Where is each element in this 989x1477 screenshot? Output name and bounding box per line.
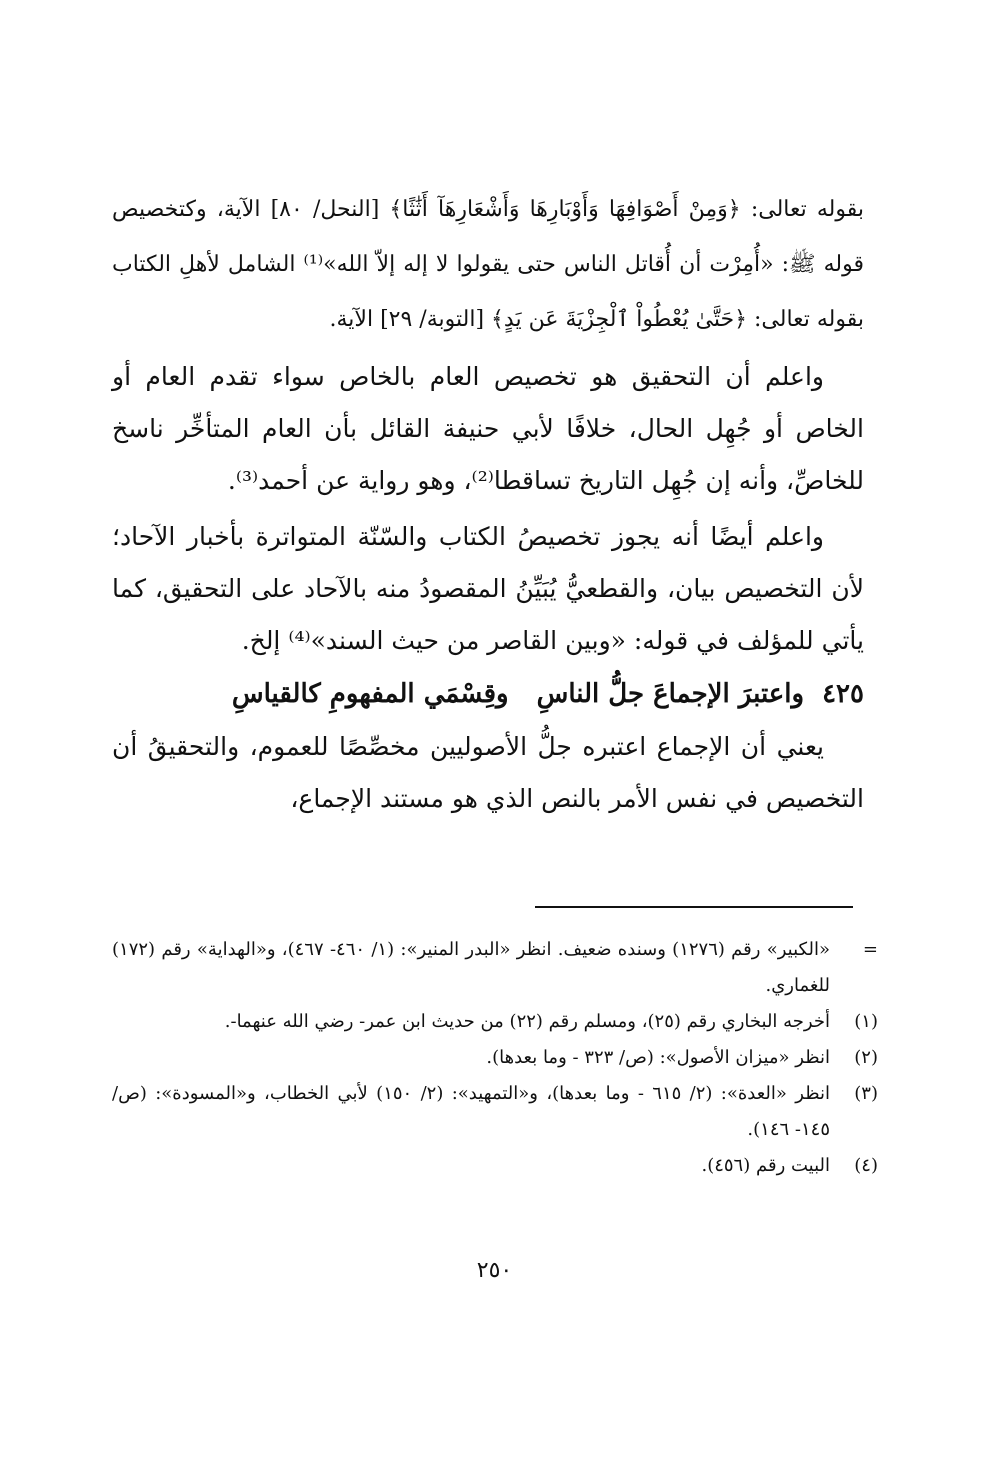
footnote-mark: (١): [854, 1011, 878, 1032]
verse-number: ٤٢٥: [822, 679, 864, 709]
verse-line: [112, 667, 864, 721]
commentary-paragraph: يعني أن الإجماع اعتبره جلُّ الأصوليين مخصِّصًا للعموم، والتحقيقُ أن التخصيص في نفس الأمر بالنص الذي هو مستند الإجماع،: [112, 732, 864, 813]
paragraph-1: بقوله تعالى: ﴿وَمِنْ أَصْوَافِهَا وَأَوْبَارِهَا وَأَشْعَارِهَآ أَثَٰثًا﴾ [النحل/ ٨٠] الآية، وكتخصيص قوله ﷺ: «أُمِرْت أن أُقاتل الناس حتى يقولوا لا إله إلاّ الله»⁽¹⁾ الشامل لأهلِ الكتاب بقوله تعالى: ﴿حَتَّىٰ يُعْطُواْ ٱلْجِزْيَةَ عَن يَدٍ﴾ [التوبة/ ٢٩] الآية.: [112, 197, 864, 332]
footnote-text: أخرجه البخاري رقم (٢٥)، ومسلم رقم (٢٢) من حديث ابن عمر- رضي الله عنهما-.: [224, 1011, 830, 1032]
verse-hemistich-1: واعتبرَ الإجماعَ جلُّ الناسِ: [536, 679, 805, 709]
footnote-mark: =: [862, 939, 878, 960]
footnote-text: «الكبير» رقم (١٢٧٦) وسنده ضعيف. انظر «البدر المنير»: (١/ ٤٦٠- ٤٦٧)، و«الهداية» رقم (١٧٢) للغماري.: [112, 939, 830, 996]
page-number: ٢٥٠: [476, 1258, 513, 1283]
paragraph-2: واعلم أن التحقيق هو تخصيص العام بالخاص سواء تقدم العام أو الخاص أو جُهِل الحال، خلافًا لأبي حنيفة القائل بأن العام المتأخِّر ناسخ للخاصِّ، وأنه إن جُهِل التاريخ تساقطا⁽²⁾، وهو رواية عن أحمد⁽³⁾.: [112, 362, 864, 495]
footnote: [112, 1148, 878, 1184]
footnote: [112, 1040, 878, 1076]
main-text: [112, 182, 864, 825]
footnote-mark: (٤): [854, 1155, 878, 1176]
footnote: [112, 932, 878, 1004]
footnote-mark: (٣): [854, 1083, 878, 1104]
footnotes: [112, 932, 878, 1184]
paragraph-3: واعلم أيضًا أنه يجوز تخصيصُ الكتاب والسّنّة المتواترة بأخبار الآحاد؛ لأن التخصيص بيان، والقطعيُّ يُبَيِّنُ المقصودُ منه بالآحاد على التحقيق، كما يأتي للمؤلف في قوله: «وبين القاصر من حيث السند»⁽⁴⁾ إلخ.: [112, 522, 864, 655]
verse-hemistich-2: وقِسْمَي المفهومِ كالقياسِ: [231, 679, 509, 709]
footnote: [112, 1004, 878, 1040]
footnote-text: انظر «ميزان الأصول»: (ص/ ٣٢٣ - وما بعدها).: [486, 1047, 830, 1068]
footnote: [112, 1076, 878, 1148]
footnote-text: انظر «العدة»: (٢/ ٦١٥ - وما بعدها)، و«التمهيد»: (٢/ ١٥٠) لأبي الخطاب، و«المسودة»: (ص/ ١٤٥- ١٤٦).: [112, 1083, 830, 1140]
footnote-text: البيت رقم (٤٥٦).: [701, 1155, 830, 1176]
footnote-separator: [535, 906, 853, 908]
footnote-mark: (٢): [854, 1047, 878, 1068]
